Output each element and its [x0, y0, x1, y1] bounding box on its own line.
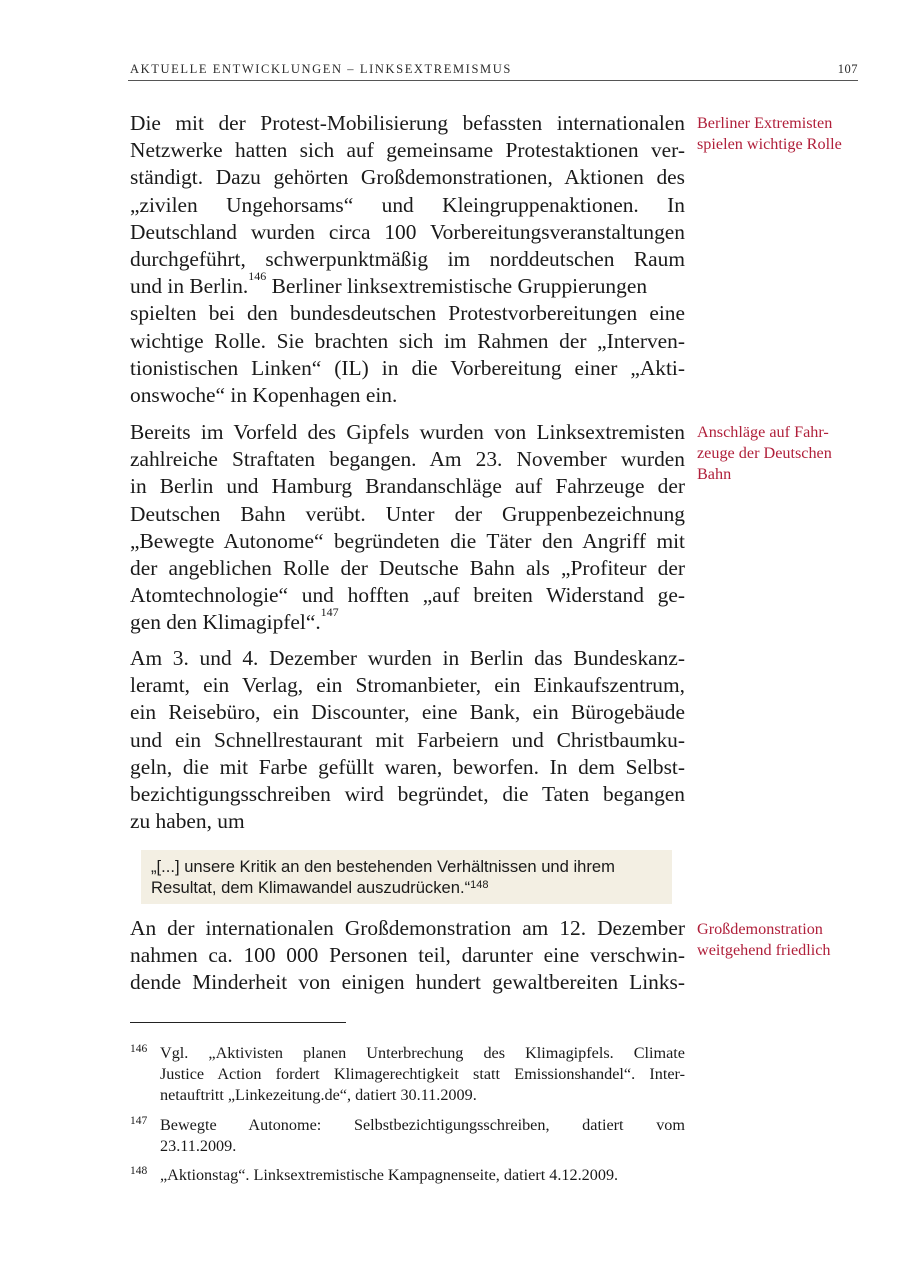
text-line: Atomtechnologie“ und hofften „auf breiten Widerstand ge- — [130, 583, 685, 608]
footnote-ref[interactable]: 147 — [320, 605, 339, 620]
text-line: Deutschland wurden circa 100 Vorbereitungsveranstaltungen — [130, 219, 685, 244]
margin-note-line: spielen wichtige Rolle — [697, 135, 842, 153]
text-line: nahmen ca. 100 000 Personen teil, darunter eine verschwin- — [130, 943, 685, 968]
footnote-line: „Aktionstag“. Linksextremistische Kampagnenseite, datiert 4.12.2009. — [160, 1166, 619, 1184]
text-line: der angeblichen Rolle der Deutsche Bahn als „Profiteur der — [130, 555, 685, 580]
text-segment: gen den Klimagipfel“. — [130, 610, 321, 635]
paragraph-anschlaege-berlin — [130, 645, 685, 835]
footnote-146 — [130, 1043, 685, 1106]
footnote-line: netauftritt „Linkezeitung.de“, datiert 30.11.2009. — [160, 1086, 477, 1104]
text-line: zahlreiche Straftaten begangen. Am 23. November wurden — [130, 447, 685, 472]
footnote-number: 147 — [130, 1115, 148, 1127]
quote-line — [151, 877, 662, 898]
text-line: onswoche“ in Kopenhagen ein. — [130, 382, 398, 407]
text-line: zu haben, um — [130, 809, 245, 834]
margin-note-line: Berliner Extremisten — [697, 114, 833, 132]
paragraph-grossdemonstration — [130, 915, 685, 997]
footnote-text — [160, 1115, 685, 1157]
page-number: 107 — [837, 62, 858, 76]
quote-text: Resultat, dem Klimawandel auszudrücken.“ — [151, 878, 471, 897]
margin-note-grossdemonstration — [697, 919, 867, 961]
text-line: ständigt. Dazu gehörten Großdemonstrationen, Aktionen des — [130, 165, 685, 190]
footnote-text — [160, 1043, 685, 1106]
margin-note-line: weitgehend friedlich — [697, 941, 831, 959]
margin-note-line: Anschläge auf Fahr- — [697, 423, 829, 441]
text-line: „Bewegte Autonome“ begründeten die Täter den Angriff mit — [130, 528, 685, 553]
text-line: Deutschen Bahn verübt. Unter der Gruppenbezeichnung — [130, 501, 685, 526]
running-head — [130, 62, 858, 77]
text-line — [130, 269, 685, 300]
running-title: AKTUELLE ENTWICKLUNGEN – LINKSEXTREMISMUS — [130, 62, 512, 76]
text-line: und ein Schnellrestaurant mit Farbeiern und Christbaumku- — [130, 727, 685, 752]
text-line: Die mit der Protest-Mobilisierung befassten internationalen — [130, 111, 685, 135]
header-rule — [128, 80, 858, 81]
quote-box — [141, 850, 672, 904]
paragraph-protest-mobilisierung — [130, 110, 685, 409]
footnote-147 — [130, 1115, 685, 1157]
footnote-number: 148 — [130, 1165, 148, 1177]
text-line: durchgeführt, schwerpunktmäßig im norddeutschen Raum — [130, 246, 685, 271]
margin-note-line: zeuge der Deutschen — [697, 444, 832, 462]
footnote-line: 23.11.2009. — [160, 1137, 237, 1155]
footnote-ref[interactable]: 148 — [470, 879, 489, 891]
text-line — [130, 605, 685, 636]
footnote-148 — [130, 1165, 685, 1186]
footnote-rule — [130, 1022, 346, 1023]
text-line: spielten bei den bundesdeutschen Protestvorbereitungen eine — [130, 301, 685, 326]
text-line: ein Reisebüro, ein Discounter, eine Bank, ein Bürogebäude — [130, 700, 685, 725]
footnote-number: 146 — [130, 1043, 148, 1055]
text-line: dende Minderheit von einigen hundert gewaltbereiten Links- — [130, 970, 685, 995]
text-line: geln, die mit Farbe gefüllt waren, beworfen. In dem Selbst- — [130, 754, 685, 779]
footnote-text — [160, 1165, 685, 1186]
text-line: Netzwerke hatten sich auf gemeinsame Protestaktionen ver- — [130, 138, 685, 163]
text-line: wichtige Rolle. Sie brachten sich im Rahmen der „Interven- — [130, 328, 685, 353]
margin-note-line: Bahn — [697, 465, 732, 483]
margin-note-anschlaege — [697, 422, 867, 485]
text-segment: Berliner linksextremistische Gruppierungen — [271, 274, 648, 299]
footnote-line: Justice Action fordert Klimagerechtigkeit statt Emissionshandel“. Inter- — [160, 1065, 685, 1083]
footnote-line: Bewegte Autonome: Selbstbezichtigungsschreiben, datiert vom — [160, 1116, 685, 1134]
margin-note-berliner-extremisten — [697, 113, 867, 155]
text-line: „zivilen Ungehorsams“ und Kleingruppenaktionen. In — [130, 192, 685, 217]
margin-note-line: Großdemonstration — [697, 920, 823, 938]
text-line: tionistischen Linken“ (IL) in die Vorbereitung einer „Akti- — [130, 355, 685, 380]
footnote-line: Vgl. „Aktivisten planen Unterbrechung des Klimagipfels. Climate — [160, 1044, 685, 1062]
quote-line: „[...] unsere Kritik an den bestehenden Verhältnissen und ihrem — [151, 857, 615, 876]
paragraph-straftaten — [130, 419, 685, 637]
footnote-ref[interactable]: 146 — [248, 269, 267, 284]
text-line: Am 3. und 4. Dezember wurden in Berlin das Bundeskanz- — [130, 646, 685, 670]
text-line: Bereits im Vorfeld des Gipfels wurden von Linksextremisten — [130, 420, 685, 444]
text-line: in Berlin und Hamburg Brandanschläge auf Fahrzeuge der — [130, 474, 685, 499]
text-line: bezichtigungsschreiben wird begründet, die Taten begangen — [130, 781, 685, 806]
text-line: leramt, ein Verlag, ein Stromanbieter, ein Einkaufszentrum, — [130, 673, 685, 698]
text-line: An der internationalen Großdemonstration am 12. Dezember — [130, 916, 685, 940]
text-segment: und in Berlin. — [130, 274, 249, 299]
